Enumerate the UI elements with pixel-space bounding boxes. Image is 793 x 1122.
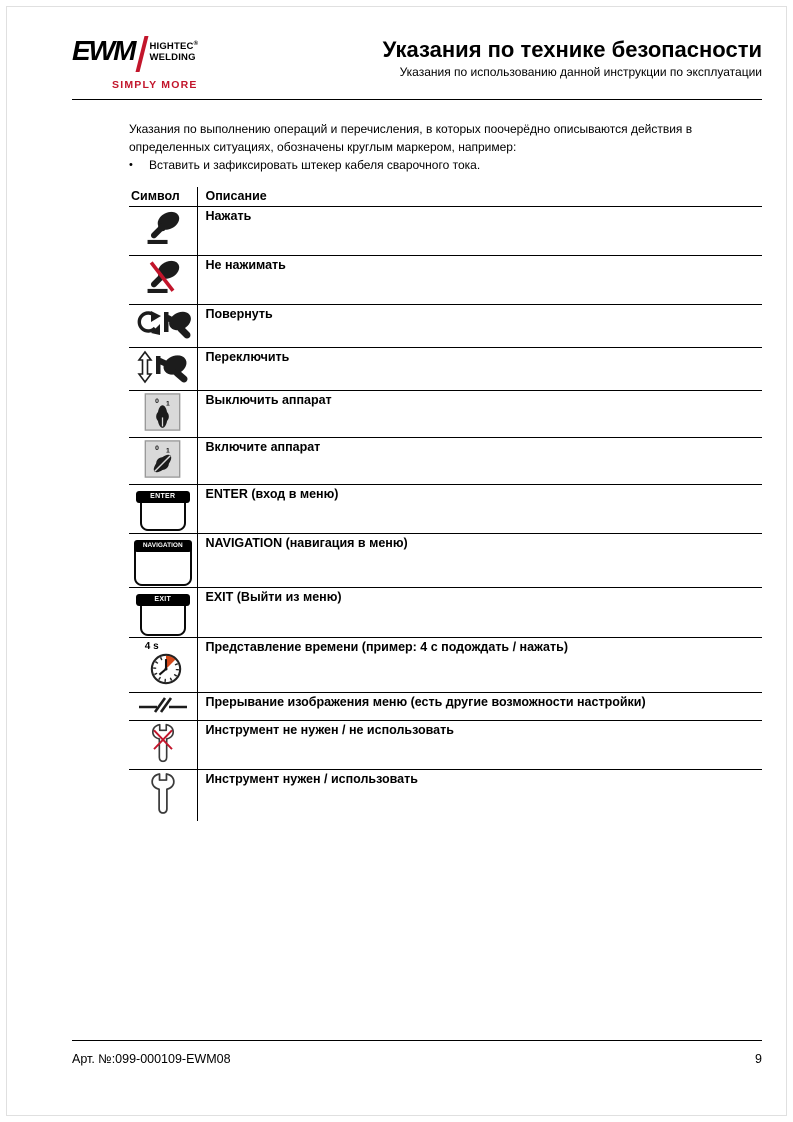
row-description: Инструмент нужен / использовать: [205, 772, 418, 786]
switch-one-label: 1: [166, 447, 171, 455]
intro-paragraph: Указания по выполнению операций и перечисления, в которых поочерёдно описываются действия в определенных ситуациях, обозначены круглым маркером, например:: [129, 122, 693, 154]
navigation-key-icon: [134, 540, 192, 586]
row-description: Выключить аппарат: [197, 391, 762, 438]
navigation-key-label: NAVIGATION: [134, 540, 192, 552]
footer-article-number: Арт. №:099-000109-EWM08: [72, 1052, 231, 1066]
table-header-row: [129, 187, 762, 207]
row-description: Нажать: [197, 207, 762, 256]
power-off-switch-icon: [144, 393, 181, 431]
row-description: NAVIGATION (навигация в меню): [197, 534, 762, 588]
switch-hand-icon: [135, 350, 191, 384]
row-description: EXIT (Выйти из меню): [197, 588, 762, 638]
symbol-table: [129, 187, 762, 821]
enter-key-label: ENTER: [136, 491, 190, 503]
turn-hand-icon: [135, 307, 191, 341]
bullet-item: [129, 156, 762, 174]
footer-page-number: 9: [755, 1052, 762, 1066]
page-header: [0, 0, 793, 91]
header-titles: [292, 36, 762, 79]
row-description: Переключить: [197, 348, 762, 391]
logo-subtext: [149, 36, 198, 63]
logo-wordmark: EWM: [72, 35, 135, 66]
table-row: [129, 693, 762, 721]
column-header-symbol: Символ: [129, 187, 197, 207]
table-row: [129, 485, 762, 534]
row-description: Не нажимать: [197, 256, 762, 305]
tool-icon: [150, 772, 176, 815]
table-row: [129, 638, 762, 693]
main-content: [129, 120, 762, 821]
logo-welding: WELDING: [149, 52, 196, 64]
column-header-description: Описание: [197, 187, 762, 207]
clock-icon: [141, 641, 185, 691]
logo-hightec: HIGHTEC: [149, 41, 194, 53]
row-description: Повернуть: [197, 305, 762, 348]
exit-key-label: EXIT: [136, 594, 190, 606]
logo-tagline: SIMPLY MORE: [112, 79, 198, 91]
bullet-marker: •: [129, 159, 133, 171]
bullet-text: Вставить и зафиксировать штекер кабеля сварочного тока.: [149, 158, 481, 172]
registered-mark: ®: [193, 41, 199, 47]
enter-key-icon: [140, 491, 186, 531]
power-on-switch-icon: [144, 440, 181, 478]
menu-break-icon: [137, 696, 189, 714]
page-title: Указания по технике безопасности: [382, 37, 762, 62]
header-rule: [72, 99, 762, 100]
press-hand-icon: [143, 209, 183, 249]
page-footer: [72, 1040, 762, 1066]
ewm-logo: [72, 36, 292, 91]
switch-one-label: 1: [166, 400, 171, 408]
row-description: Представление времени (пример: 4 с подождать / нажать): [197, 638, 762, 693]
row-description: ENTER (вход в меню): [197, 485, 762, 534]
no-tool-icon: [150, 723, 176, 763]
table-row: [129, 207, 762, 256]
clock-time-label: 4 s: [144, 641, 159, 652]
exit-key-icon: [140, 594, 186, 636]
page-subtitle: Указания по использованию данной инструкции по эксплуатации: [399, 65, 762, 79]
table-row: [129, 534, 762, 588]
row-description: Инструмент не нужен / не использовать: [197, 721, 762, 770]
switch-zero-label: 0: [155, 444, 160, 452]
switch-zero-label: 0: [155, 397, 160, 405]
table-row: [129, 721, 762, 770]
table-row: [129, 256, 762, 305]
row-description: Прерывание изображения меню (есть другие возможности настройки): [197, 693, 762, 721]
table-row: [129, 391, 762, 438]
table-row: [129, 348, 762, 391]
table-row: [129, 588, 762, 638]
table-row: [129, 305, 762, 348]
no-press-hand-icon: [143, 258, 183, 298]
table-row: [129, 438, 762, 485]
table-row: [129, 770, 762, 822]
clock-face: [149, 652, 183, 686]
row-description: Включите аппарат: [197, 438, 762, 485]
